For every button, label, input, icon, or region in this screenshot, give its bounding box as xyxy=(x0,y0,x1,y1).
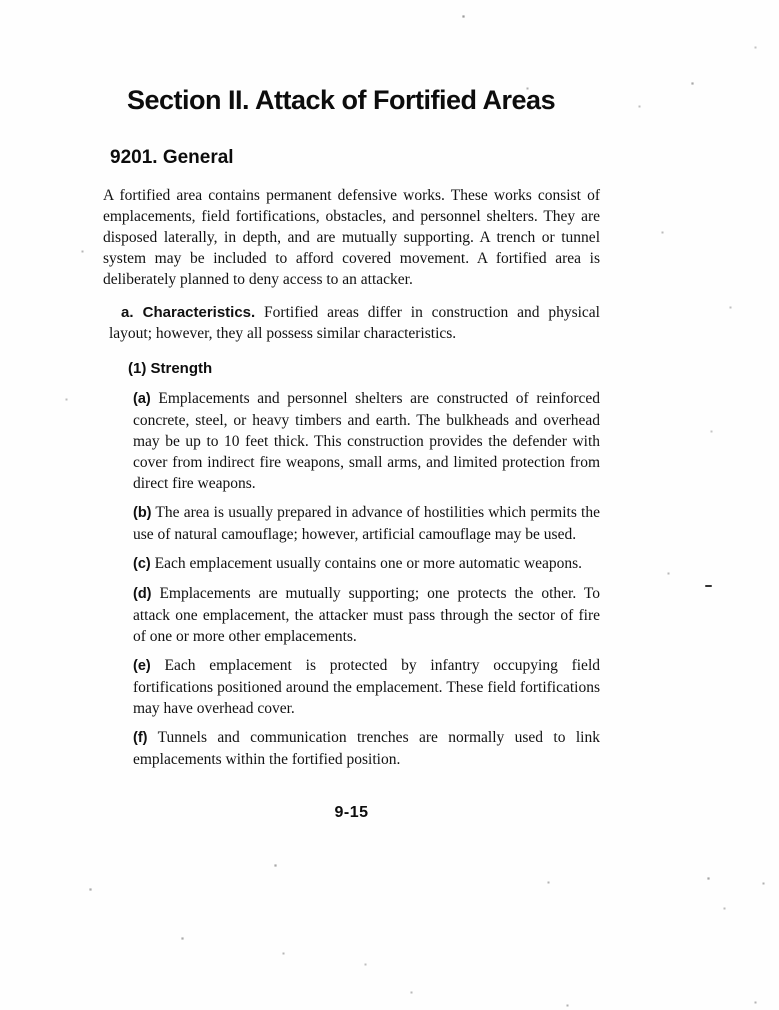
scan-noise-speckles xyxy=(0,0,1,1)
list-item-b xyxy=(133,502,600,545)
item-a-text: Emplacements and personnel shelters are constructed of reinforced concrete, steel, or heavy timbers and earth. The bulkheads and overhead may be up to 10 feet thick. This construction provides the defender with cover from indirect fire weapons, small arms, and limited protection from direct fire weapons. xyxy=(133,390,600,492)
list-item-f xyxy=(133,727,600,770)
list-item-e xyxy=(133,655,600,719)
section-title: Section II. Attack of Fortified Areas xyxy=(127,85,556,115)
paragraph-heading-9201: 9201. General xyxy=(110,147,234,168)
page-content xyxy=(103,0,600,822)
item-d-marker: (d) xyxy=(133,586,152,602)
list-item-a xyxy=(133,388,600,494)
list-item-c xyxy=(133,553,600,575)
item-c-marker: (c) xyxy=(133,556,151,572)
strength-item-list xyxy=(103,388,600,770)
paragraph-a-characteristics xyxy=(109,302,600,344)
item-b-marker: (b) xyxy=(133,505,152,521)
item-b-text: The area is usually prepared in advance of hostilities which permits the use of natural camouflage; however, artificial camouflage may be used. xyxy=(133,504,600,543)
item-a-marker: (a) xyxy=(133,391,151,407)
scan-artifact-mark xyxy=(705,585,712,587)
item-e-text: Each emplacement is protected by infantry occupying field fortifications positioned around the emplacement. These field fortifications may have overhead cover. xyxy=(133,657,600,717)
paragraph-a-text: Fortified areas differ in construction and physical layout; however, they all possess similar characteristics. xyxy=(109,304,600,342)
item-d-text: Emplacements are mutually supporting; one protects the other. To attack one emplacement, the attacker must pass through the sector of fire of one or more other emplacements. xyxy=(133,585,600,645)
item-c-text: Each emplacement usually contains one or more automatic weapons. xyxy=(154,555,583,572)
paragraph-a-label: a. Characteristics. xyxy=(121,304,256,321)
intro-paragraph: A fortified area contains permanent defensive works. These works consist of emplacements, field fortifications, obstacles, and personnel shelters. They are disposed laterally, in depth, and are mutually supporting. A trench or tunnel system may be included to afford covered movement. A fortified area is deliberately planned to deny access to an attacker. xyxy=(103,187,600,288)
list-item-d xyxy=(133,583,600,647)
item-e-marker: (e) xyxy=(133,658,151,674)
subparagraph-1-strength-heading: (1) Strength xyxy=(128,360,213,377)
page-number: 9-15 xyxy=(334,804,369,821)
item-f-text: Tunnels and communication trenches are normally used to link emplacements within the fortified position. xyxy=(133,729,600,768)
item-f-marker: (f) xyxy=(133,730,148,746)
